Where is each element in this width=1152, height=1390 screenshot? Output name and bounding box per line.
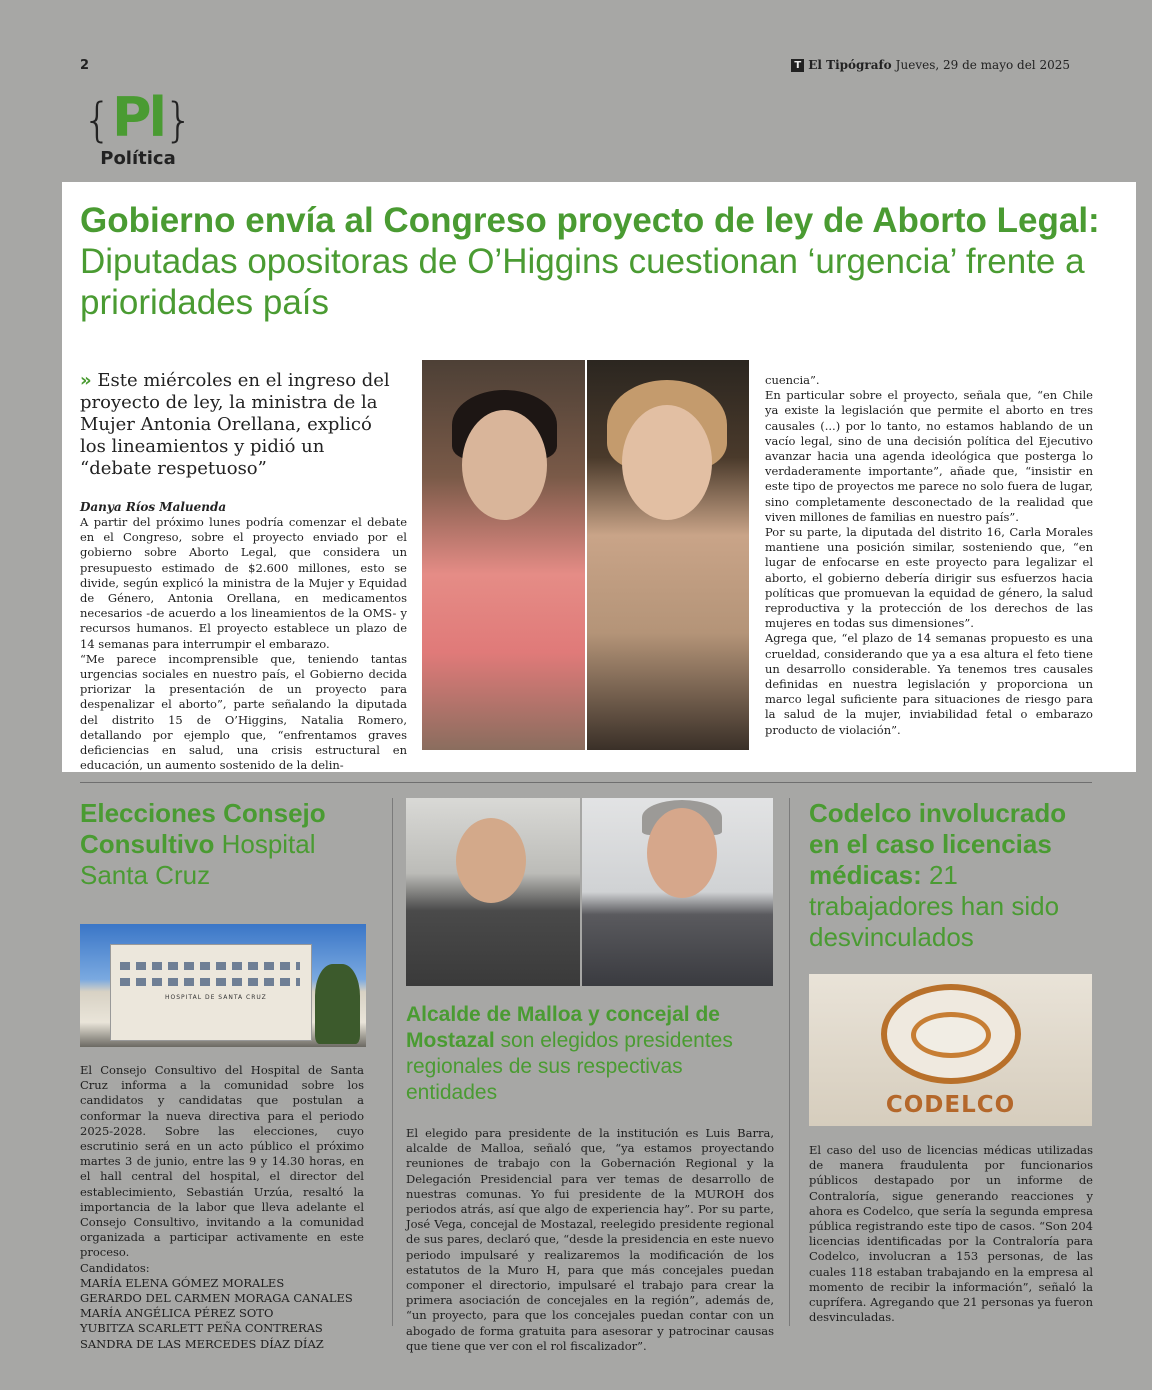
section-divider [80, 782, 1092, 783]
story-left-headline-light: Hospital Santa Cruz [80, 829, 316, 890]
story-left-body [80, 1063, 364, 1352]
section-badge [78, 88, 198, 169]
newspaper-name: El Tipógrafo [808, 58, 892, 72]
candidate-item: GERARDO DEL CARMEN MORAGA CANALES [80, 1291, 353, 1306]
masthead [791, 58, 1070, 72]
lead-paragraph: cuencia”. [765, 373, 820, 387]
column-rule [789, 798, 790, 1326]
lead-column-2 [765, 373, 1093, 738]
lead-paragraph: “Me parece incomprensible que, teniendo tantas urgencias sociales en nuestro país, el Gobierno decida priorizar la presentación de un proyecto para despenalizar el aborto”, parte señalando la diputada del distrito 15 de O’Higgins, Natalia Romero, detallando por ejemplo que, “enfrentamos graves deficiencias en salud, una crisis estructural en educación, un aumento sostenido de la delin- [80, 651, 407, 773]
lead-column-1 [80, 515, 407, 773]
lead-byline: Danya Ríos Maluenda [80, 500, 227, 514]
candidate-item: MARÍA ELENA GÓMEZ MORALES [80, 1275, 285, 1290]
newspaper-logo-icon: T [791, 59, 804, 72]
story-right-headline-bold: Codelco involucrado en el caso licencias médicas: [809, 798, 1067, 890]
photo-luis-barra [406, 798, 580, 986]
lead-deck [80, 370, 400, 480]
story-right-headline-light: 21 trabajadores han sido desvinculados [809, 860, 1060, 952]
story-middle-paragraph: El elegido para presidente de la institución es Luis Barra, alcalde de Malloa, señaló que, “ya estamos proyectando reuniones de trabajo con la Gobernación Regional y la Delegación Presidencial para ver temas de desarrollo de nuestras comunas. Yo fui presidente de la MUROH dos periodos atrás, así que algo de experiencia hay”. Por su parte, José Vega, concejal de Mostazal, reelegido presidente regional de sus pares, declaró que, “desde la presidencia en este nuevo periodo impulsaré y realizaremos la modificación de los estatutos de la Muro H, para que más concejales puedan componer el directorio, impulsaré el trabajo para crear la primera asociación de concejales en la región”, además de, “un proyecto, para que los concejales puedan contar con un abogado de forma gratuita para asesorar y patrocinar causas que tiene que ver con el rol fiscalizador”. [406, 1126, 774, 1353]
lead-paragraph: Por su parte, la diputada del distrito 16, Carla Morales mantiene una posición similar, sosteniendo que, “en lugar de enfocarse en este proyecto para legalizar el aborto, el gobierno debería dirigir sus esfuerzos hacia políticas que promuevan la equidad de género, la salud reproductiva y la protección de los derechos de las mujeres en todas sus dimensiones”. [765, 525, 1093, 631]
story-right-paragraph: El caso del uso de licencias médicas utilizadas de manera fraudulenta por funcionarios públicos destapado por un informe de Contraloría, sigue generando reacciones y ahora es Codelco, que sería la segunda empresa pública registrando este tipo de casos. “Son 204 licencias identificadas por la Contraloría para Codelco, involucran a 153 personas, de las cuales 118 estaban trabajando en la empresa al momento de recibir la información”, señaló la cuprífera. Agregando que 21 personas ya fueron desvinculadas. [809, 1143, 1093, 1325]
candidate-item: MARÍA ANGÉLICA PÉREZ SOTO [80, 1306, 274, 1321]
hospital-sign: HOSPITAL DE SANTA CRUZ [165, 994, 267, 1001]
story-right-headline [809, 798, 1094, 953]
lead-headline [80, 200, 1120, 323]
story-right-body [809, 1143, 1093, 1325]
lead-paragraph: En particular sobre el proyecto, señala que, “en Chile ya existe la legislación que permite el aborto en tres causales (...) por lo tanto, no estamos hablando de un vacío legal, sino de una decisión política del Ejecutivo avanzar hacia una agenda ideológica que posterga lo verdaderamente importante”, añade que, “insistir en este tipo de proyectos me parece no solo fuera de lugar, sino completamente desconectado de la realidad que viven millones de familias en nuestro país”. [765, 388, 1093, 524]
section-abbrev: Pl [111, 86, 165, 149]
candidate-item: SANDRA DE LAS MERCEDES DÍAZ DÍAZ [80, 1336, 324, 1351]
candidate-item: YUBITZA SCARLETT PEÑA CONTRERAS [80, 1321, 323, 1336]
issue-date: Jueves, 29 de mayo del 2025 [895, 58, 1070, 72]
story-left-headline [80, 798, 380, 891]
photo-codelco-logo [809, 974, 1092, 1126]
codelco-wordmark: CODELCO [885, 1092, 1016, 1118]
photo-natalia-romero [422, 360, 585, 750]
page-number: 2 [80, 58, 90, 73]
photo-hospital-santa-cruz [80, 924, 366, 1047]
story-middle-headline [406, 1002, 776, 1106]
chevron-right-icon: » [80, 370, 92, 391]
brace-open: { [82, 93, 112, 147]
candidates-label: Candidatos: [80, 1260, 150, 1275]
lead-paragraph: A partir del próximo lunes podría comenzar el debate en el Congreso, sobre el proyecto enviado por el gobierno sobre Aborto Legal, que considera un presupuesto estimado de $2.600 millones, esto se divide, según explicó la ministra de la Mujer y Equidad de Género, Antonia Orellana, en medicamentos necesarios -de acuerdo a los lineamientos de la OMS- y recursos humanos. El proyecto establece un plazo de 14 semanas para interrumpir el embarazo. [80, 515, 407, 651]
section-label: Política [100, 148, 176, 169]
story-left-headline-bold: Elecciones Consejo Consultivo [80, 798, 326, 859]
lead-headline-light: Diputadas opositoras de O’Higgins cuestionan ‘urgencia’ frente a prioridades país [80, 242, 1085, 322]
lead-paragraph: Agrega que, “el plazo de 14 semanas propuesto es una crueldad, considerando que ya a esa altura el feto tiene un desarrollo considerable. Ya tenemos tres causales definidas en nuestra legislación y proporciona un marco legal suficiente para situaciones de riesgo para la salud de la mujer, inviabilidad fetal o embarazo producto de violación”. [765, 631, 1093, 737]
story-middle-headline-bold: Alcalde de Malloa y concejal de Mostazal [406, 1003, 720, 1052]
photo-jose-vega [582, 798, 773, 986]
brace-close: } [164, 93, 194, 147]
story-left-paragraph: El Consejo Consultivo del Hospital de Santa Cruz informa a la comunidad sobre los candidatos y candidatas que postulan a conformar la nueva directiva para el periodo 2025-2028. Sobre las elecciones, cuyo escrutinio será en un acto público el próximo martes 3 de junio, entre las 9 y 14.30 horas, en el hall central del hospital, el director del establecimiento, Sebastián Urzúa, resaltó la importancia de la labor que lleva adelante el Consejo Consultivo, invitando a la comunidad organizada a participar activamente en este proceso. [80, 1063, 364, 1260]
lead-deck-text: Este miércoles en el ingreso del proyecto de ley, la ministra de la Mujer Antonia Orellana, explicó los lineamientos y pidió un “debate respetuoso” [80, 370, 390, 479]
photo-carla-morales [587, 360, 749, 750]
story-middle-headline-light: son elegidos presidentes regionales de sus respectivas entidades [406, 1029, 733, 1104]
lead-headline-bold: Gobierno envía al Congreso proyecto de ley de Aborto Legal: [80, 201, 1100, 240]
story-middle-body [406, 1126, 774, 1354]
column-rule [392, 798, 393, 1326]
